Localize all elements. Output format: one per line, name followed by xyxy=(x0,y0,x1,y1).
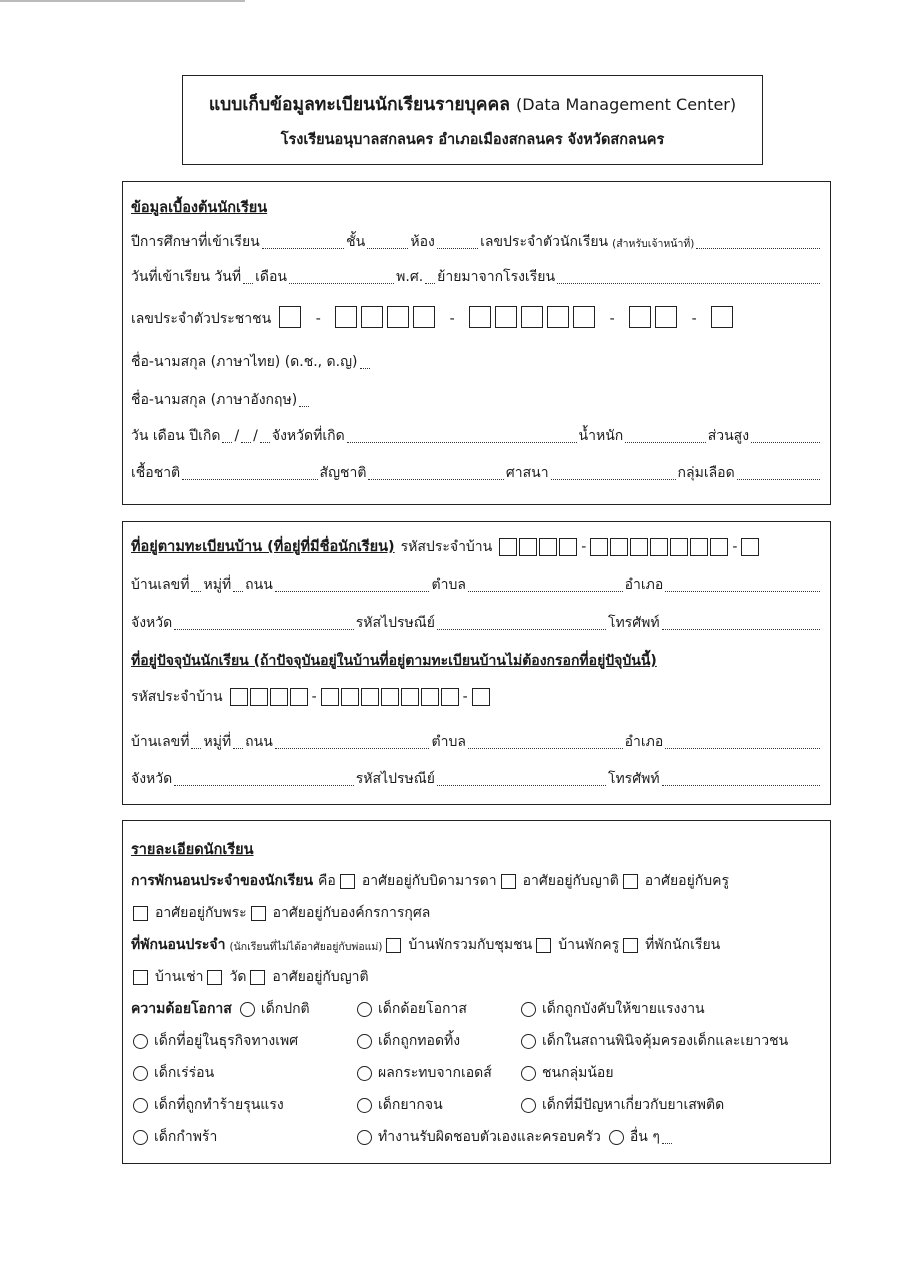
school-name: โรงเรียนอนุบาลสกลนคร อำเภอเมืองสกลนคร จังหวัดสกลนคร xyxy=(280,132,665,148)
digit-box[interactable] xyxy=(741,538,759,556)
residence-checkbox-1[interactable] xyxy=(501,874,516,889)
cur-province-label: จังหวัด xyxy=(131,771,173,787)
reg-province-field[interactable] xyxy=(174,627,354,630)
reg-district-label: อำเภอ xyxy=(624,577,664,593)
boarding-note: (นักเรียนที่ไม่ได้อาศัยอยู่กับพ่อแม่) xyxy=(229,941,383,954)
cur-house-no-field[interactable] xyxy=(191,746,201,749)
residence-checkbox-0[interactable] xyxy=(340,874,355,889)
disadvantage-radio-7[interactable] xyxy=(357,1066,372,1081)
dob-day-field[interactable] xyxy=(222,440,232,443)
digit-box[interactable] xyxy=(711,306,733,328)
disadvantage-radio-1[interactable] xyxy=(357,1002,372,1017)
boarding-checkbox-3[interactable] xyxy=(133,970,148,985)
cur-road-field[interactable] xyxy=(275,746,430,749)
digit-box[interactable] xyxy=(361,688,379,706)
boarding-label: ที่พักนอนประจำ xyxy=(131,937,226,953)
reg-house-no-field[interactable] xyxy=(191,589,201,592)
enter-be-label: พ.ศ. xyxy=(396,269,424,285)
disadvantage-option: อื่น ๆ xyxy=(629,1129,660,1145)
digit-box[interactable] xyxy=(270,688,288,706)
class-field[interactable] xyxy=(367,246,408,249)
reg-province-label: จังหวัด xyxy=(131,615,173,631)
residence-option: อาศัยอยู่กับญาติ xyxy=(522,873,619,889)
dob-label: วัน เดือน ปีเกิด xyxy=(131,428,221,444)
student-id-note: (สำหรับเจ้าหน้าที่) xyxy=(612,238,695,251)
boarding-option: อาศัยอยู่กับญาติ xyxy=(272,969,369,985)
reg-road-field[interactable] xyxy=(275,589,430,592)
digit-box[interactable] xyxy=(539,538,557,556)
digit-box[interactable] xyxy=(610,538,628,556)
digit-box[interactable] xyxy=(421,688,439,706)
digit-box[interactable] xyxy=(381,688,399,706)
digit-box[interactable] xyxy=(573,306,595,328)
reg-phone-label: โทรศัพท์ xyxy=(607,615,660,631)
boarding-option: ที่พักนักเรียน xyxy=(645,937,721,953)
nationality-label: สัญชาติ xyxy=(319,465,367,481)
disadvantage-option: เด็กด้อยโอกาส xyxy=(378,1001,467,1017)
disadvantage-radio-0[interactable] xyxy=(240,1002,255,1017)
disadvantage-radio-12[interactable] xyxy=(133,1130,148,1145)
enter-day-field[interactable] xyxy=(243,281,253,284)
digit-box[interactable] xyxy=(710,538,728,556)
residence-option: อาศัยอยู่กับครู xyxy=(644,873,730,889)
reg-phone-field[interactable] xyxy=(662,627,820,630)
residence-option: อาศัยอยู่กับบิดามารดา xyxy=(361,873,497,889)
reg-subdistrict-label: ตำบล xyxy=(431,577,466,593)
digit-box[interactable] xyxy=(321,688,339,706)
race-field[interactable] xyxy=(182,477,317,480)
disadvantage-radio-13[interactable] xyxy=(357,1130,372,1145)
disadvantage-option: เด็กกำพร้า xyxy=(154,1129,218,1145)
digit-box[interactable] xyxy=(670,538,688,556)
title-box xyxy=(182,75,763,165)
cur-postcode-label: รหัสไปรษณีย์ xyxy=(355,771,435,787)
disadvantage-radio-3[interactable] xyxy=(133,1034,148,1049)
disadvantage-option: ทำงานรับผิดชอบตัวเองและครอบครัว xyxy=(378,1129,601,1145)
reg-house-no-label: บ้านเลขที่ xyxy=(131,577,190,593)
address-section xyxy=(122,521,831,805)
birth-province-label: จังหวัดที่เกิด xyxy=(271,428,345,444)
year-field[interactable] xyxy=(262,246,344,249)
cur-phone-field[interactable] xyxy=(662,783,820,786)
boarding-option: บ้านพักรวมกับชุมชน xyxy=(408,937,533,953)
disadvantage-radio-5[interactable] xyxy=(521,1034,536,1049)
class-label: ชั้น xyxy=(346,234,366,250)
basic-info-section: ข้อมูลเบื้องต้นนักเรียน ปีการศึกษาที่เข้าเรียน ชั้น ห้อง เลขประจำตัวนักเรียน (สำหรับเจ้าหน้าที่) วันที่เข้าเรียน วันที่ เดือน พ.ศ. ย้ายมาจากโรงเรียน เลขประจำตัวประชาชน - - - - ชื่อ-นามสกุล (ภาษาไทย) (ด.ช., ด.ญ) ชื่อ-นามสกุล (ภาษาอังกฤษ) วัน เดือน ปีเกิด / / จังหวัดที่เกิด น้ำหนัก ส่วนสูง เชื้อชาติ สัญชาติ ศาสนา กลุ่มเลือด xyxy=(122,181,831,505)
digit-box[interactable] xyxy=(250,688,268,706)
name-en-field[interactable] xyxy=(299,404,309,407)
digit-box[interactable] xyxy=(290,688,308,706)
reg-postcode-field[interactable] xyxy=(437,627,606,630)
disadvantage-option: เด็กยากจน xyxy=(378,1097,443,1113)
disadvantage-radio-11[interactable] xyxy=(521,1098,536,1113)
disadvantage-label: ความด้อยโอกาส xyxy=(131,1001,232,1017)
form-title xyxy=(183,90,762,118)
residence-option: อาศัยอยู่กับพระ xyxy=(155,905,247,921)
disadvantage-radio-14[interactable] xyxy=(609,1130,624,1145)
enter-month-label: เดือน xyxy=(255,269,287,285)
disadvantage-radio-9[interactable] xyxy=(133,1098,148,1113)
cur-moo-label: หมู่ที่ xyxy=(203,734,232,750)
digit-box[interactable] xyxy=(361,306,383,328)
student-id-label: เลขประจำตัวนักเรียน xyxy=(480,234,609,250)
digit-box[interactable] xyxy=(499,538,517,556)
disadvantage-option: เด็กเร่ร่อน xyxy=(154,1065,215,1081)
boarding-checkbox-1[interactable] xyxy=(536,938,551,953)
disadvantage-option: ชนกลุ่มน้อย xyxy=(542,1065,614,1081)
weight-label: น้ำหนัก xyxy=(578,428,624,444)
name-th-field[interactable] xyxy=(360,366,370,369)
cur-moo-field[interactable] xyxy=(233,746,243,749)
digit-box[interactable] xyxy=(650,538,668,556)
digit-box[interactable] xyxy=(279,306,301,328)
digit-box[interactable] xyxy=(341,688,359,706)
disadvantage-radio-10[interactable] xyxy=(357,1098,372,1113)
digit-box[interactable] xyxy=(590,538,608,556)
disadvantage-radio-6[interactable] xyxy=(133,1066,148,1081)
other-field[interactable] xyxy=(662,1141,672,1144)
religion-field[interactable] xyxy=(551,477,676,480)
disadvantage-option: เด็กในสถานพินิจคุ้มครองเด็กและเยาวชน xyxy=(542,1033,789,1049)
reg-road-label: ถนน xyxy=(245,577,273,593)
disadvantage-option: เด็กปกติ xyxy=(260,1001,310,1017)
digit-box[interactable] xyxy=(547,306,569,328)
boarding-checkbox-2[interactable] xyxy=(623,938,638,953)
digit-box[interactable] xyxy=(401,688,419,706)
cur-house-code-label: รหัสประจำบ้าน xyxy=(131,688,223,705)
scan-edge xyxy=(0,0,245,2)
digit-box[interactable] xyxy=(630,538,648,556)
cur-district-field[interactable] xyxy=(665,746,820,749)
residence-checkbox-2[interactable] xyxy=(623,874,638,889)
cur-subdistrict-label: ตำบล xyxy=(431,734,466,750)
form-title-en: (Data Management Center) xyxy=(516,95,737,114)
name-en-label: ชื่อ-นามสกุล (ภาษาอังกฤษ) xyxy=(131,392,298,408)
disadvantage-option: เด็กที่มีปัญหาเกี่ยวกับยาเสพติด xyxy=(542,1097,725,1113)
boarding-checkbox-0[interactable] xyxy=(386,938,401,953)
digit-box[interactable] xyxy=(413,306,435,328)
birth-province-field[interactable] xyxy=(347,440,577,443)
reg-address-heading: ที่อยู่ตามทะเบียนบ้าน (ที่อยู่ที่มีชื่อนักเรียน) xyxy=(131,539,395,555)
race-label: เชื้อชาติ xyxy=(131,465,181,481)
dob-year-field[interactable] xyxy=(260,440,270,443)
basic-info-heading: ข้อมูลเบื้องต้นนักเรียน xyxy=(131,200,268,216)
details-section xyxy=(122,820,831,1164)
disadvantage-option: เด็กถูกทอดทิ้ง xyxy=(378,1033,461,1049)
residence-checkbox-3[interactable] xyxy=(133,906,148,921)
weight-field[interactable] xyxy=(625,440,705,443)
digit-box[interactable] xyxy=(230,688,248,706)
blood-label: กลุ่มเลือด xyxy=(677,465,735,481)
residence-is: คือ xyxy=(318,873,336,889)
cur-subdistrict-field[interactable] xyxy=(468,746,623,749)
year-label: ปีการศึกษาที่เข้าเรียน xyxy=(131,234,260,250)
digit-box[interactable] xyxy=(469,306,491,328)
reg-moo-field[interactable] xyxy=(233,589,243,592)
cur-postcode-field[interactable] xyxy=(437,783,606,786)
disadvantage-radio-2[interactable] xyxy=(521,1002,536,1017)
disadvantage-radio-8[interactable] xyxy=(521,1066,536,1081)
moved-from-label: ย้ายมาจากโรงเรียน xyxy=(437,269,556,285)
enter-year-field[interactable] xyxy=(425,281,435,284)
disadvantage-option: เด็กถูกบังคับให้ขายแรงงาน xyxy=(542,1001,705,1017)
disadvantage-option: เด็กที่อยู่ในธุรกิจทางเพศ xyxy=(154,1033,299,1049)
reg-district-field[interactable] xyxy=(665,589,820,592)
current-address-heading: ที่อยู่ปัจจุบันนักเรียน (ถ้าปัจจุบันอยู่ในบ้านที่อยู่ตามทะเบียนบ้านไม่ต้องกรอกที่อยู่ปัจุบันนี้) xyxy=(131,653,657,669)
disadvantage-option: เด็กที่ถูกทำร้ายรุนแรง xyxy=(154,1097,284,1113)
digit-box[interactable] xyxy=(387,306,409,328)
name-th-label: ชื่อ-นามสกุล (ภาษาไทย) (ด.ช., ด.ญ) xyxy=(131,354,358,370)
digit-box[interactable] xyxy=(335,306,357,328)
disadvantage-option: ผลกระทบจากเอดส์ xyxy=(378,1065,492,1081)
cur-house-code-boxes[interactable]: - - xyxy=(229,688,491,706)
height-field[interactable] xyxy=(751,440,820,443)
boarding-option: บ้านพักครู xyxy=(558,937,620,953)
details-heading: รายละเอียดนักเรียน xyxy=(131,842,254,858)
cur-phone-label: โทรศัพท์ xyxy=(607,771,660,787)
enter-month-field[interactable] xyxy=(289,281,394,284)
boarding-checkbox-4[interactable] xyxy=(207,970,222,985)
citizen-id-boxes[interactable]: - - - - xyxy=(277,306,735,328)
cur-district-label: อำเภอ xyxy=(624,734,664,750)
room-field[interactable] xyxy=(437,246,478,249)
dob-month-field[interactable] xyxy=(241,440,251,443)
blood-field[interactable] xyxy=(737,477,820,480)
digit-box[interactable] xyxy=(655,306,677,328)
nationality-field[interactable] xyxy=(368,477,503,480)
reg-house-code-label: รหัสประจำบ้าน xyxy=(400,538,493,555)
digit-box[interactable] xyxy=(519,538,537,556)
disadvantage-radio-4[interactable] xyxy=(357,1034,372,1049)
reg-postcode-label: รหัสไปรษณีย์ xyxy=(355,615,435,631)
residence-checkbox-4[interactable] xyxy=(251,906,266,921)
digit-box[interactable] xyxy=(521,306,543,328)
moved-from-field[interactable] xyxy=(557,281,820,284)
reg-house-code-boxes[interactable]: - - xyxy=(498,538,760,556)
residence-label: การพักนอนประจำของนักเรียน xyxy=(131,873,314,889)
boarding-option: บ้านเช่า xyxy=(155,969,204,985)
cur-house-no-label: บ้านเลขที่ xyxy=(131,734,190,750)
residence-option: อาศัยอยู่กับองค์กรการกุศล xyxy=(272,905,431,921)
cur-province-field[interactable] xyxy=(174,783,354,786)
digit-box[interactable] xyxy=(441,688,459,706)
citizen-id-label: เลขประจำตัวประชาชน xyxy=(131,310,272,327)
boarding-checkbox-5[interactable] xyxy=(250,970,265,985)
digit-box[interactable] xyxy=(629,306,651,328)
room-label: ห้อง xyxy=(410,234,435,250)
reg-moo-label: หมู่ที่ xyxy=(203,577,232,593)
reg-subdistrict-field[interactable] xyxy=(468,589,623,592)
height-label: ส่วนสูง xyxy=(707,428,750,444)
form-title-th: แบบเก็บข้อมูลทะเบียนนักเรียนรายบุคคล xyxy=(208,95,510,115)
digit-box[interactable] xyxy=(559,538,577,556)
digit-box[interactable] xyxy=(495,306,517,328)
digit-box[interactable] xyxy=(690,538,708,556)
digit-box[interactable] xyxy=(472,688,490,706)
student-id-field[interactable] xyxy=(696,246,820,249)
cur-road-label: ถนน xyxy=(245,734,273,750)
enter-date-label: วันที่เข้าเรียน วันที่ xyxy=(131,269,242,285)
boarding-option: วัด xyxy=(229,969,247,985)
religion-label: ศาสนา xyxy=(505,465,549,481)
